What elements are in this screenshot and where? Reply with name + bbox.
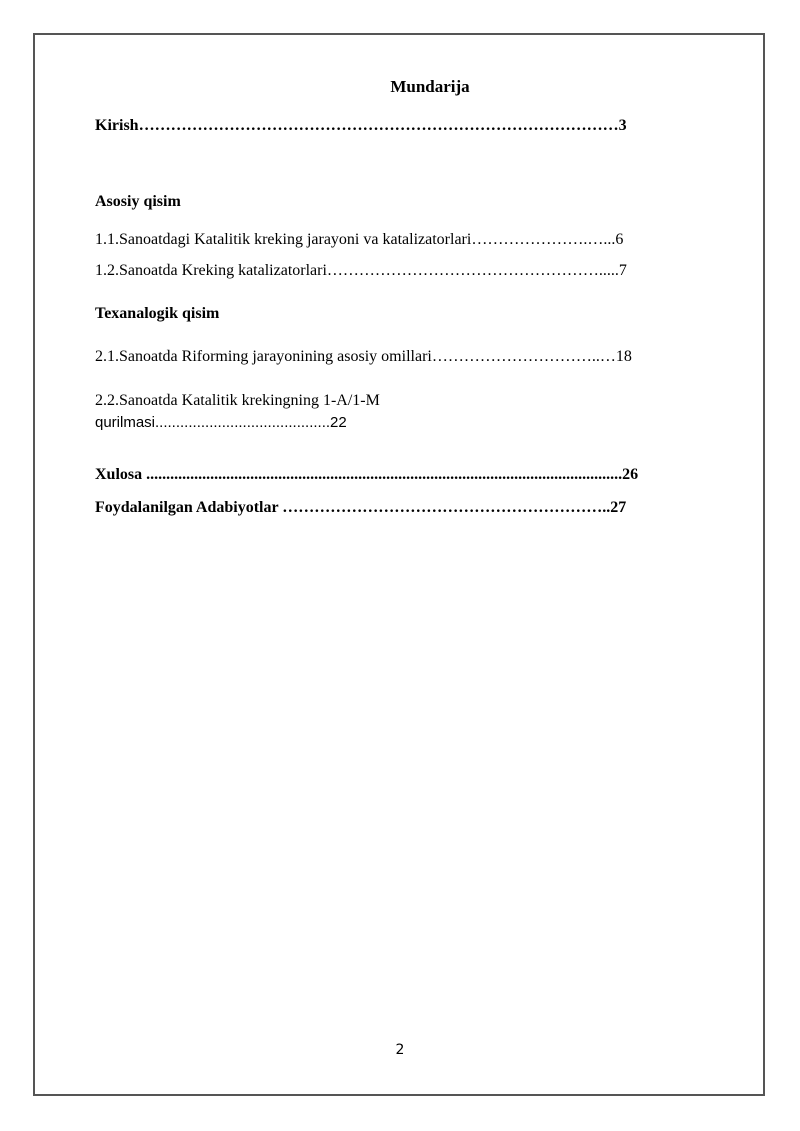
toc-entry-adabiyotlar: Foydalanilgan Adabiyotlar ……………………………………………………..27: [95, 499, 627, 516]
toc-entry-kirish: Kirish………………………………………………………………………………3: [95, 117, 627, 134]
page-number: 2: [395, 1042, 405, 1058]
toc-entry-2-2-line2: qurilmasi..........................................22: [95, 414, 347, 431]
toc-entry-xulosa: Xulosa .......................................................................................................................26: [95, 466, 639, 483]
toc-entry-2-1: 2.1.Sanoatda Riforming jarayonining asosiy omillari…………………………..…18: [95, 348, 632, 365]
toc-title: Mundarija: [390, 77, 470, 96]
toc-entry-1-2: 1.2.Sanoatda Kreking katalizatorlari…………………………………………….....7: [95, 262, 627, 279]
toc-section-heading-texanalogik: Texanalogik qisim: [95, 305, 220, 322]
toc-entry-1-1: 1.1.Sanoatdagi Katalitik kreking jarayoni va katalizatorlari………………….…...6: [95, 231, 624, 248]
toc-entry-2-2-line1: 2.2.Sanoatda Katalitik krekingning 1-A/1-M: [95, 392, 380, 409]
toc-section-heading-asosiy: Asosiy qisim: [95, 193, 181, 210]
